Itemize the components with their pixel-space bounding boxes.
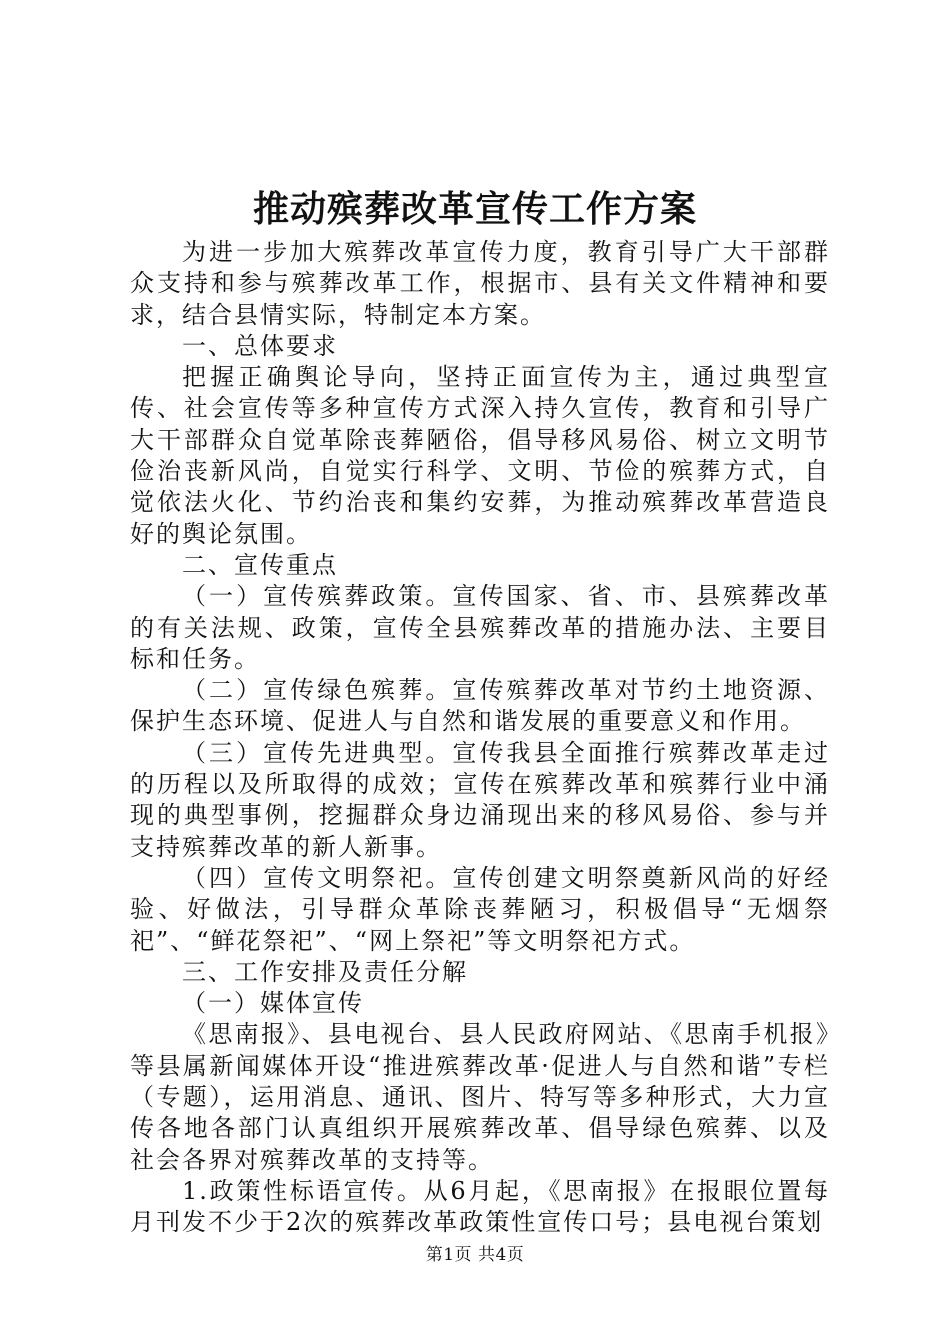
section-1-paragraph: 把握正确舆论导向，坚持正面宣传为主，通过典型宣传、社会宣传等多种宣传方式深入持久宣传，教育和引导广大干部群众自觉革除丧葬陋俗，倡导移风易俗、树立文明节俭治丧新风尚，自觉实行科学、文明、节俭的殡葬方式，自觉依法火化、节约治丧和集约安葬，为推动殡葬改革营造良好的舆论氛围。	[130, 363, 830, 548]
document-title: 推动殡葬改革宣传工作方案	[252, 188, 697, 230]
section-heading-3: 三、工作安排及责任分解	[182, 957, 468, 986]
section-heading-1: 一、总体要求	[182, 331, 338, 360]
section-3-paragraph-1: 《思南报》、县电视台、县人民政府网站、《思南手机报》等县属新闻媒体开设“推进殡葬改革·促进人与自然和谐”专栏（专题），运用消息、通讯、图片、特写等多种形式，大力宣传各地各部门认真组织开展殡葬改革、倡导绿色殡葬、以及社会各界对殡葬改革的支持等。	[130, 1020, 830, 1174]
page-footer: 第1页 共4页	[425, 1245, 525, 1265]
section-3-subheading-1: （一）媒体宣传	[182, 989, 364, 1018]
document-body	[130, 237, 830, 1239]
section-2-item-2: （二）宣传绿色殡葬。宣传殡葬改革对节约土地资源、保护生态环境、促进人与自然和谐发展的重要意义和作用。	[130, 676, 830, 736]
section-3-paragraph-2: 1.政策性标语宣传。从6月起，《思南报》在报眼位置每月刊发不少于2次的殡葬改革政策性宣传口号；县电视台策划	[130, 1176, 830, 1237]
section-2-item-4: （四）宣传文明祭祀。宣传创建文明祭奠新风尚的好经验、好做法，引导群众革除丧葬陋习，积极倡导“无烟祭祀”、“鲜花祭祀”、“网上祭祀”等文明祭祀方式。	[130, 863, 830, 955]
section-heading-2: 二、宣传重点	[182, 550, 338, 579]
intro-paragraph: 为进一步加大殡葬改革宣传力度，教育引导广大干部群众支持和参与殡葬改革工作，根据市、县有关文件精神和要求，结合县情实际，特制定本方案。	[130, 238, 830, 329]
section-2-item-1: （一）宣传殡葬政策。宣传国家、省、市、县殡葬改革的有关法规、政策，宣传全县殡葬改革的措施办法、主要目标和任务。	[130, 582, 830, 673]
section-2-item-3: （三）宣传先进典型。宣传我县全面推行殡葬改革走过的历程以及所取得的成效；宣传在殡葬改革和殡葬行业中涌现的典型事例，挖掘群众身边涌现出来的移风易俗、参与并支持殡葬改革的新人新事。	[130, 738, 830, 861]
